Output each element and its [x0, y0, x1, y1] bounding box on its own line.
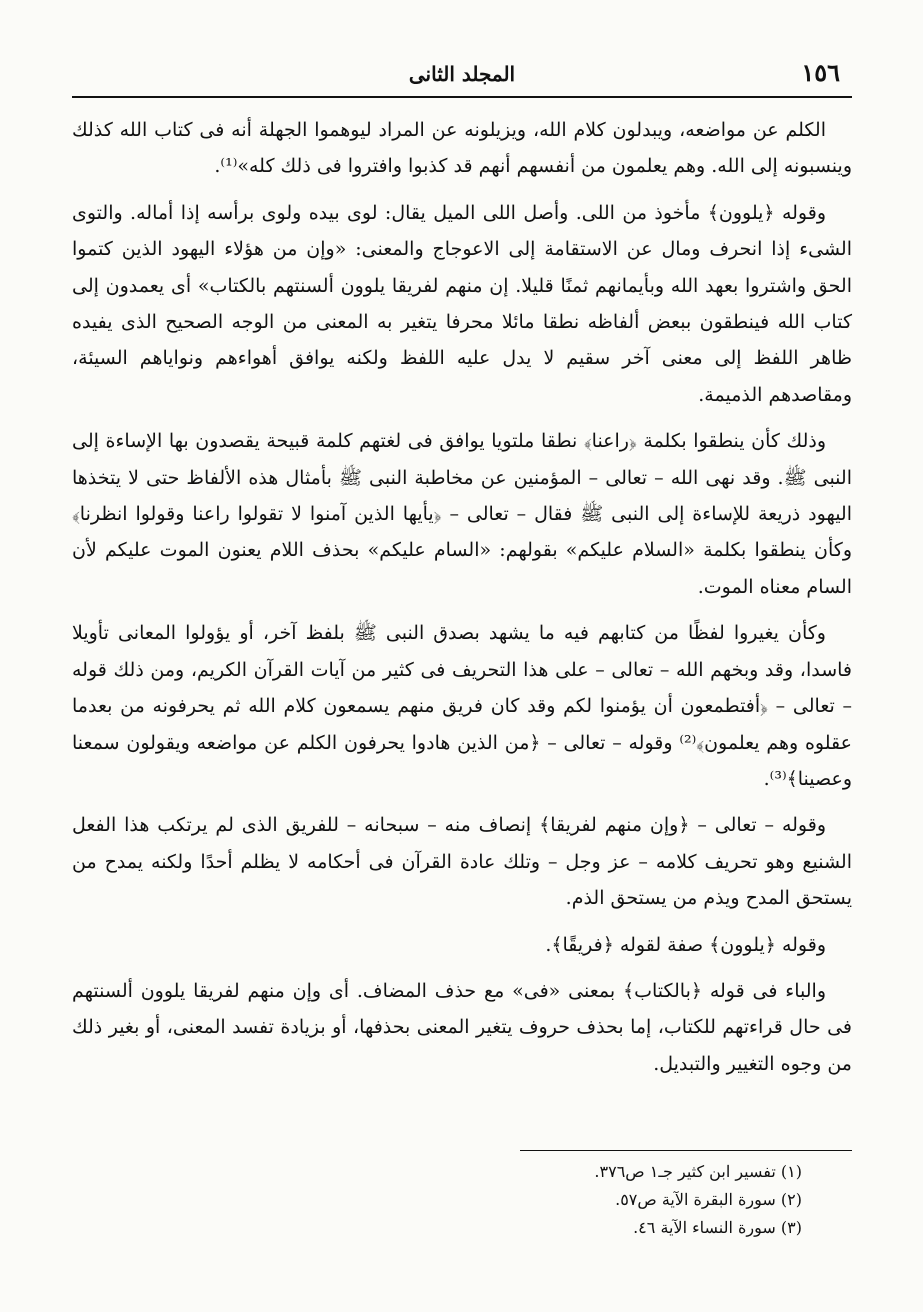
paragraph: وقوله – تعالى – ﴿وإن منهم لفريقا﴾ إنصاف منه – سبحانه – للفريق الذى لم يرتكب هذا الفعل الشنيع وهو تحريف كلامه – عز وجل – وتلك عادة القرآن فى أحكامه لا يظلم أحدًا ولكنه يمدح من يستحق المدح ويذم من يستحق الذم. — [72, 814, 852, 910]
page-header — [72, 56, 852, 98]
paragraph: وقوله ﴿يلوون﴾ صفة لقوله ﴿فريقًا﴾. — [545, 933, 826, 956]
paragraph: والباء فى قوله ﴿بالكتاب﴾ بمعنى «فى» مع حذف المضاف. أى وإن منهم لفريقا يلوون ألسنتهم فى حال قراءتهم للكتاب، إما بحذف حروف يتغير المعنى بحذفها، أو بزيادة تفسد المعنى، أو بغير ذلك من وجوه التغيير والتبديل. — [72, 979, 852, 1075]
volume-title: المجلد الثانى — [408, 62, 516, 86]
page-number: ١٥٦ — [801, 58, 840, 87]
paragraph: وذلك كأن ينطقوا بكلمة ﴿راعنا﴾ نطقا ملتويا يوافق فى لغتهم كلمة قبيحة يقصدون بها الإساءة إلى النبى ﷺ. وقد نهى الله – تعالى – المؤمنين عن مخاطبة النبى ﷺ بأمثال هذه الألفاظ حتى لا يتخذها اليهود ذريعة للإساءة إلى النبى ﷺ فقال – تعالى – ﴿يأيها الذين آمنوا لا تقولوا راعنا وقولوا انظرنا﴾ وكأن ينطقوا بكلمة «السلام عليكم» بقولهم: «السام عليكم» بحذف اللام يعنون الموت عليكم لأن السام معناه الموت. — [72, 430, 852, 598]
paragraph: وقوله ﴿يلوون﴾ مأخوذ من اللى. وأصل اللى الميل يقال: لوى بيده ولوى برأسه إذا أماله. والتوى الشىء إذا انحرف ومال عن الاستقامة إلى الاعوجاج والمعنى: «وإن من هؤلاء اليهود الذين كتموا الحق واشتروا بعهد الله وبأيمانهم ثمنًا قليلا. إن منهم لفريقا يلوون ألسنتهم بالكتاب» أى يعمدون إلى كتاب الله فينطقون ببعض ألفاظه نطقا مائلا محرفا يتغير به المعنى من الوجه الصحيح الذى يفيده ظاهر اللفظ إلى معنى آخر سقيم لا يدل عليه اللفظ ولكنه يوافق أهواءهم ونواياهم السيئة، ومقاصدهم الذميمة. — [72, 201, 852, 406]
paragraph: الكلم عن مواضعه، ويبدلون كلام الله، ويزيلونه عن المراد ليوهموا الجهلة أنه فى كتاب الله كذلك وينسبونه إلى الله. وهم يعلمون من أنفسهم أنهم قد كذبوا وافتروا فى ذلك كله»⁽¹⁾. — [72, 119, 852, 178]
footnote: (١) تفسير ابن كثير جـ١ ص٣٧٦. — [594, 1162, 802, 1181]
footnote-separator — [520, 1150, 852, 1151]
footnote: (٣) سورة النساء الآية ٤٦. — [633, 1218, 802, 1237]
footnote: (٢) سورة البقرة الآية ص٥٧. — [615, 1190, 802, 1209]
footnotes — [72, 1158, 852, 1242]
paragraph: وكأن يغيروا لفظًا من كتابهم فيه ما يشهد بصدق النبى ﷺ بلفظ آخر، أو يؤولوا المعانى تأويلا فاسدا، وقد وبخهم الله – تعالى – على هذا التحريف فى كثير من آيات القرآن الكريم، ومن ذلك قوله – تعالى – ﴿أفتطمعون أن يؤمنوا لكم وقد كان فريق منهم يسمعون كلام الله ثم يحرفونه من بعدما عقلوه وهم يعلمون﴾⁽²⁾ وقوله – تعالى – ﴿من الذين هادوا يحرفون الكلم عن مواضعه ويقولون سمعنا وعصينا﴾⁽³⁾. — [72, 622, 852, 790]
body-text — [72, 112, 852, 1092]
